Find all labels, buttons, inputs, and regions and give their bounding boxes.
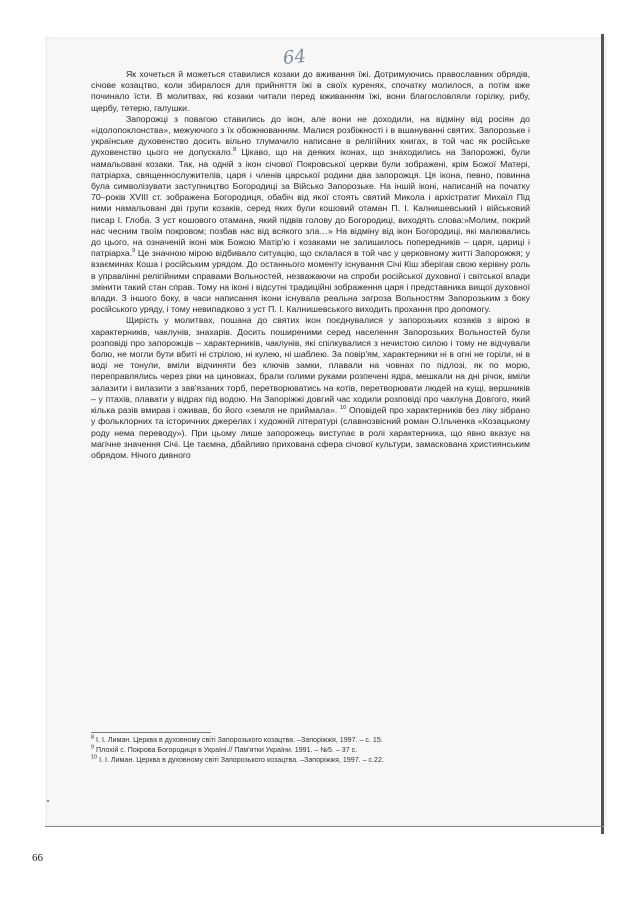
paragraph-text: Як хочеться й можеться ставилися козаки до вживання їжі. Дотримуючись православних обрядів, січове козацтво, коли збиралося для прийняття їжі в своїх куренях, спочатку молилося, а потім вже починало їсти. В молитвах, які козаки читали перед вживанням їжі, вони благословляли горілку, рибу, щербу, тетерю, галушки.	[91, 69, 530, 113]
footnote	[91, 746, 531, 756]
paragraph-text: Запорожці з повагою ставились до ікон, але вони не доходили, на відміну від росіян до «ідолопоклонства», межуючого з їх обожнюванням. Малися розбіжності і в вшануванні святих. Запорозьке і українське духовенство досить вільно тлумачило написане в релігійних книгах, в той час як російське духовенство цього не допускало.	[91, 113, 530, 158]
paragraph-text: Цікаво, що на деяких іконах, що знаходились на Запорожжі, були намальовані козаки. Так, на одній з ікон січової Покровської церкви були зображені, крім Божої Матері, патріарха, священнослужителів, царя і членів царської родини два запорожця. Ця ікона, певно, повинна була символізувати заступництво Богородиці за Військо Запорозьке. На іншій іконі, написаній на початку 70–років XVIII ст. зображена Богородиця, обабіч від якої стоять святий Микола і архістратиг Михаїл Під ними намальовані дві групи козаків, серед яких були кошовий отаман П. І. Калнишевський і військовий писар І. Глоба. З уст кошового отамана, який підвів голову до Богородиці, виходять слова:»Молим, покрий нас чесним твоїм покровом; позбав нас від всякого зла…» На відміну від ікон Богородиці, які малювались до цього, на означеній іконі між Божою Матір'ю і козаками не залишилось попередників – царя, цариці і патріарха.	[91, 147, 530, 259]
scan-edge-shadow	[601, 34, 604, 834]
footnotes	[91, 736, 531, 765]
footnote-number: 10	[91, 754, 98, 761]
page-number: 66	[32, 852, 43, 864]
paragraph-text: Це значною мірою відбивало ситуацію, що склалася в той час у церковному житті Запорожжя; у взаєминах Коша і російським урядом. До останнього моменту існування Січі Кіш зберігав свою керівну роль в управлінні релігійними справами Вольностей, незважаючи на спроби російської духовної і світської влади змінити такий стан справ. Тому на іконі і відсутні традиційні зображення царя і представника вищої духовної влади. З іншого боку, в часи написання ікони існувала реальна загроза Вольностям Запорозьким з боку російського уряду, і тому невипадково з уст П. І. Калнишевського виходить прохання про допомогу.	[91, 248, 530, 315]
handwritten-page-mark: 64	[282, 45, 307, 70]
paragraph	[91, 114, 530, 316]
footnote	[91, 736, 531, 746]
scan-bottom-edge	[45, 826, 604, 827]
footnote	[91, 756, 531, 766]
footnote-text: І. І. Лиман. Церква в духовному світі Запорозького козацтва. –Запоріжжя, 1997. – с.22.	[99, 755, 384, 764]
footnote-number: 8	[91, 734, 95, 741]
document-body	[91, 69, 530, 461]
footnote-text: Плохій с. Покрова Богородиця в Україні.// Пам'ятки України. 1991. – №5. – 37 с.	[96, 745, 358, 754]
footnote-ref: 10	[340, 405, 347, 412]
paragraph	[91, 69, 530, 114]
footnote-ref: 9	[132, 248, 136, 255]
scan-speck	[47, 800, 49, 802]
footnote-text: І. І. Лиман. Церква в духовному світі Запорозького козацтва. –Запоріжжя, 1997. – с. 15.	[96, 736, 383, 744]
footnote-separator	[91, 732, 211, 733]
paragraph-text: Оповідей про характерників без ліку зібрано у фольклорних та історичних джерелах і художній літературі (славнозвісний роман О.Ільченка «Козацькому роду нема переводу»). При цьому лише запорожець виступає в ролі характерника, що явно вказує на магічне значення Січі. Це таємна, дбайливо прихована сфера січової культури, замаскована християнським обрядом. Нічого дивного	[91, 405, 531, 460]
paragraph	[91, 315, 530, 461]
footnote-number: 9	[91, 744, 95, 751]
footnote-ref: 8	[233, 147, 237, 154]
paragraph-text: Щирість у молитвах, пошана до святих ікон поєднувалися у запорозьких козаків з вірою в характерників, чаклунів, знахарів. Досить поширеними серед населення Запорозьких Вольностей були розповіді про запорожців – характерників, чаклунів, які спілкувалися з нечистою силою і тому не відчували болю, не могли бути вбиті ні стрілою, ні кулею, ні шаблею. За повір'ям, характерники ні в огні не горіли, ні в воді не тонули, вміли відчиняти без ключів замки, плавали на човнах по підлозі, як по морю, переправлялись через ріки на циновках, брали голими руками розпечені ядра, мешкали на дні річок, вміли залазити і вилазити з зав'язаних торб, перетворюватись на котів, перетворювати людей на кущі, вершників – у птахів, плавати у відрах під водою. На Запоріжжі довгий час ходили розповіді про чаклуна Довгого, який кілька разів вмирав і оживав, бо його «земля не приймала».	[91, 315, 530, 416]
